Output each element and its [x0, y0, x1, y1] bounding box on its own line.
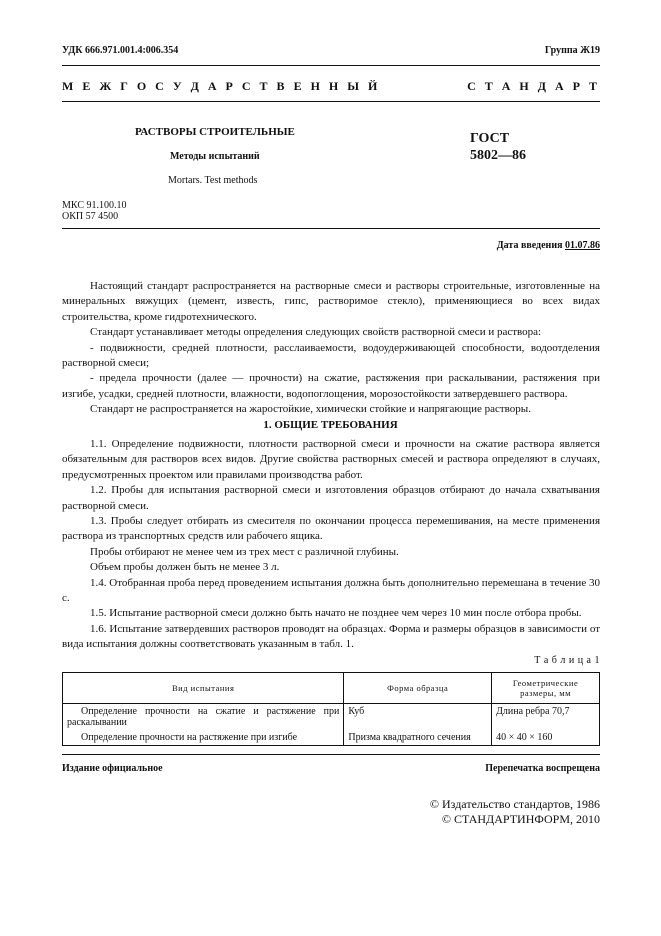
section-paragraph: Объем пробы должен быть не менее 3 л. [90, 561, 280, 574]
intro-date-label: Дата введения [496, 240, 563, 251]
section-text [62, 437, 600, 653]
table-cell: 40 × 40 × 160 [492, 730, 600, 746]
doc-english-title: Mortars. Test methods [168, 175, 258, 186]
table-header-cell: Геометрические размеры, мм [492, 673, 600, 704]
section-title: 1. ОБЩИЕ ТРЕБОВАНИЯ [263, 419, 398, 431]
copyright-2: © СТАНДАРТИНФОРМ, 2010 [441, 812, 600, 826]
reprint-notice: Перепечатка воспрещена [485, 763, 600, 774]
section-paragraph: 1.6. Испытание затвердевших растворов проводят на образцах. Форма и размеры образцов в зависимости от вида испытания должны соответствовать указанным в табл. 1. [62, 622, 600, 651]
official-edition: Издание официальное [62, 763, 163, 774]
intro-list-item: - подвижности, средней плотности, расслаиваемости, водоудерживающей способности, водоотделения растворной смеси; [62, 341, 600, 370]
section-paragraph: 1.2. Пробы для испытания растворной смеси и изготовления образцов отбирают до начала схватывания растворной смеси. [62, 484, 600, 512]
title-rule [62, 228, 600, 229]
intro-date-line [497, 240, 600, 251]
okp-code: ОКП 57 4500 [62, 211, 119, 222]
table-cell: Определение прочности на сжатие и растяжение при раскалывании [63, 704, 344, 731]
table-cell: Призма квадратного сечения [344, 730, 492, 746]
table-cell: Длина ребра 70,7 [492, 704, 600, 731]
intro-list-item: - предела прочности (далее — прочности) на сжатие, растяжения при раскалывании, растяжения при изгибе, усадки, средней плотности, влажности, водопоглощения, морозостойкости затвердевшего раствора. [62, 372, 600, 400]
intro-paragraph: Стандарт устанавливает методы определения следующих свойств растворной смеси и раствора: [90, 326, 542, 339]
banner-right: С Т А Н Д А Р Т [467, 79, 600, 93]
intro-text [62, 279, 600, 418]
footer-rule [62, 754, 600, 755]
intro-date-value: 01.07.86 [565, 240, 600, 251]
intro-paragraph: Настоящий стандарт распространяется на растворные смеси и растворы строительные, изготовленные на минеральных вяжущих (цемент, известь, гипс, растворимое стекло), применяющиеся во всех видах строительства, кроме гидротехнического. [62, 280, 600, 323]
table-1 [62, 672, 600, 746]
section-paragraph: 1.1. Определение подвижности, плотности растворной смеси и прочности на сжатие раствора является обязательным для растворов всех видов. Другие свойства растворных смесей и раствора определяют в случаях, предусмотренных проектом или правилами производства работ. [62, 438, 600, 481]
mks-code: МКС 91.100.10 [62, 200, 127, 211]
banner-left: М Е Ж Г О С У Д А Р С Т В Е Н Н Ы Й [62, 79, 381, 93]
group-code: Группа Ж19 [544, 45, 600, 56]
gost-number: 5802—86 [470, 148, 526, 163]
banner-rule [62, 101, 600, 102]
table-caption: Т а б л и ц а 1 [534, 655, 600, 666]
table-header-cell: Форма образца [344, 673, 492, 704]
section-paragraph: 1.3. Пробы следует отбирать из смесителя по окончании процесса перемешивания, на месте применения раствора из транспортных средств или рабочего ящика. [62, 515, 600, 543]
table-header-row [63, 673, 600, 704]
copyright-1: © Издательство стандартов, 1986 [429, 797, 600, 811]
section-paragraph: 1.5. Испытание растворной смеси должно быть начато не позднее чем через 10 мин после отбора пробы. [90, 607, 582, 620]
section-paragraph: Пробы отбирают не менее чем из трех мест с различной глубины. [90, 545, 399, 558]
table-cell: Определение прочности на растяжение при изгибе [63, 730, 344, 746]
table-row [63, 730, 600, 746]
gost-label: ГОСТ [470, 131, 510, 146]
table-row [63, 704, 600, 731]
intro-paragraph: Стандарт не распространяется на жаростойкие, химически стойкие и напрягающие растворы. [90, 403, 531, 416]
doc-subtitle: Методы испытаний [170, 151, 260, 162]
table-cell: Куб [344, 704, 492, 731]
doc-title: РАСТВОРЫ СТРОИТЕЛЬНЫЕ [135, 126, 295, 138]
udc-code: УДК 666.971.001.4:006.354 [62, 45, 179, 56]
table-header-cell: Вид испытания [63, 673, 344, 704]
header-rule [62, 65, 600, 66]
section-paragraph: 1.4. Отобранная проба перед проведением испытания должна быть дополнительно перемешана в течение 30 с. [62, 576, 600, 605]
